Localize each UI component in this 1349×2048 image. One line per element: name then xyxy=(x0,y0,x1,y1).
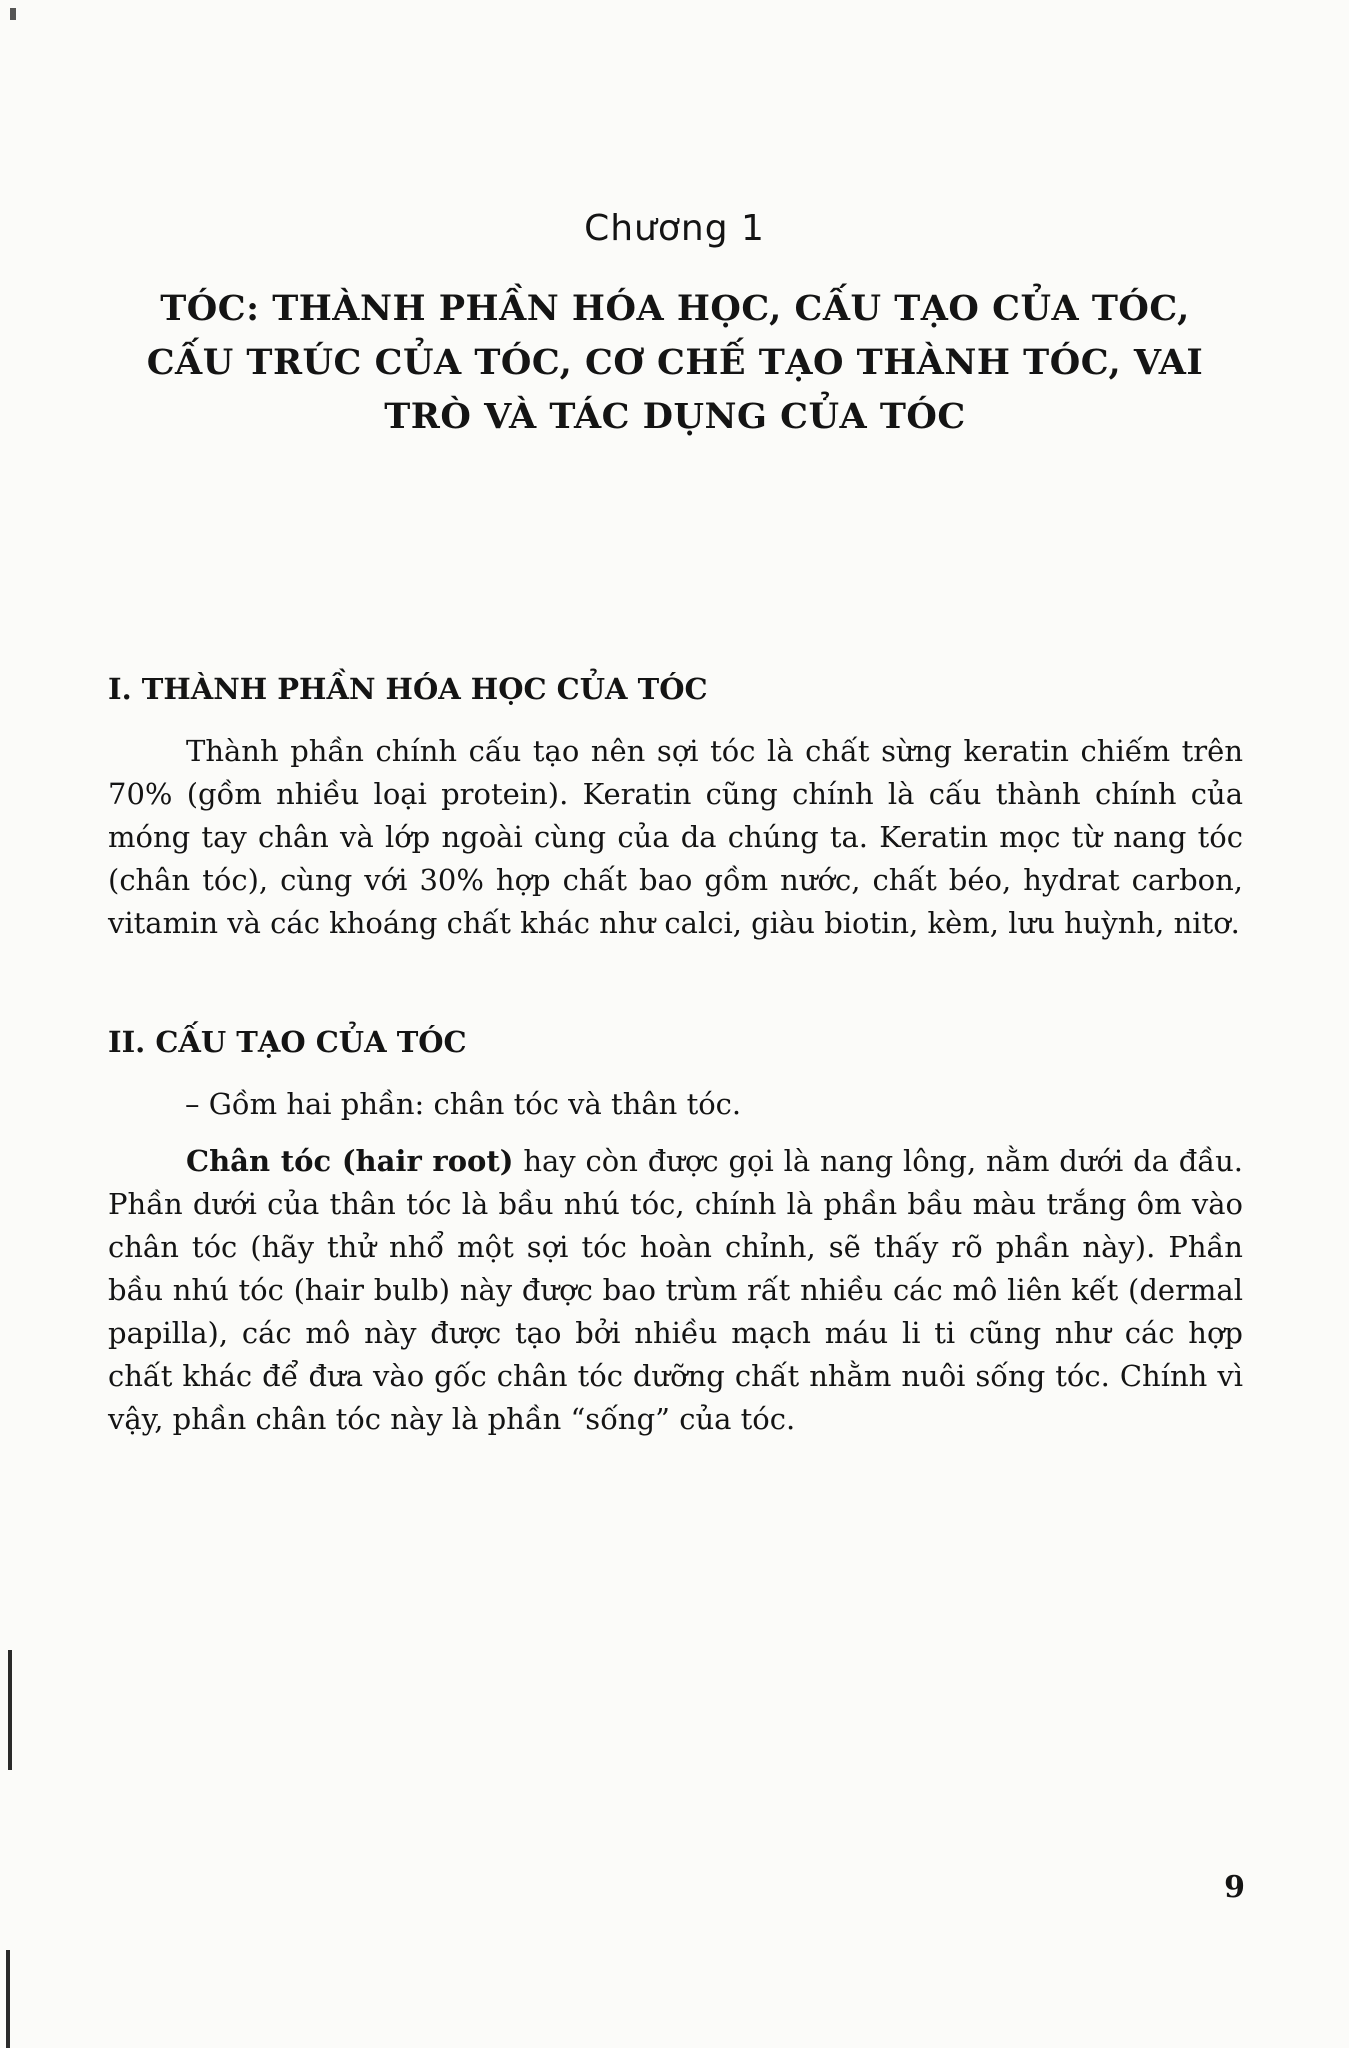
scan-edge-mark xyxy=(8,1650,12,1770)
chapter-label: Chương 1 xyxy=(584,208,765,249)
scan-artifact xyxy=(10,8,16,20)
page-number: 9 xyxy=(1224,1870,1245,1905)
bold-term: Chân tóc (hair root) xyxy=(186,1144,514,1178)
section-1-paragraph: Thành phần chính cấu tạo nên sợi tóc là chất sừng keratin chiếm trên 70% (gồm nhiều loại protein). Keratin cũng chính là cấu thành chính của móng tay chân và lớp ngoài cùng của da chúng ta. Keratin mọc từ nang tóc (chân tóc), cùng với 30% hợp chất bao gồm nước, chất béo, hydrat carbon, vitamin và các khoáng chất khác như calci, giàu biotin, kèm, lưu huỳnh, nitơ. xyxy=(108,734,1243,940)
section-heading-2: II. CẤU TẠO CỦA TÓC xyxy=(108,1025,467,1059)
paragraph-text: hay còn được gọi là nang lông, nằm dưới da đầu. Phần dưới của thân tóc là bầu nhú tóc, chính là phần bầu màu trắng ôm vào chân tóc (hãy thử nhổ một sợi tóc hoàn chỉnh, sẽ thấy rõ phần này). Phần bầu nhú tóc (hair bulb) này được bao trùm rất nhiều các mô liên kết (dermal papilla), các mô này được tạo bởi nhiều mạch máu li ti cũng như các hợp chất khác để đưa vào gốc chân tóc dưỡng chất nhằm nuôi sống tóc. Chính vì vậy, phần chân tóc này là phần “sống” của tóc. xyxy=(108,1144,1243,1436)
scan-edge-mark xyxy=(6,1950,10,2048)
section-heading-1: I. THÀNH PHẦN HÓA HỌC CỦA TÓC xyxy=(108,672,708,706)
section-2-paragraph xyxy=(108,1140,1243,1441)
bullet-item: – Gồm hai phần: chân tóc và thân tóc. xyxy=(185,1087,742,1121)
chapter-title: TÓC: THÀNH PHẦN HÓA HỌC, CẤU TẠO CỦA TÓC, CẤU TRÚC CỦA TÓC, CƠ CHẾ TẠO THÀNH TÓC, VAI TRÒ VÀ TÁC DỤNG CỦA TÓC xyxy=(146,288,1204,437)
